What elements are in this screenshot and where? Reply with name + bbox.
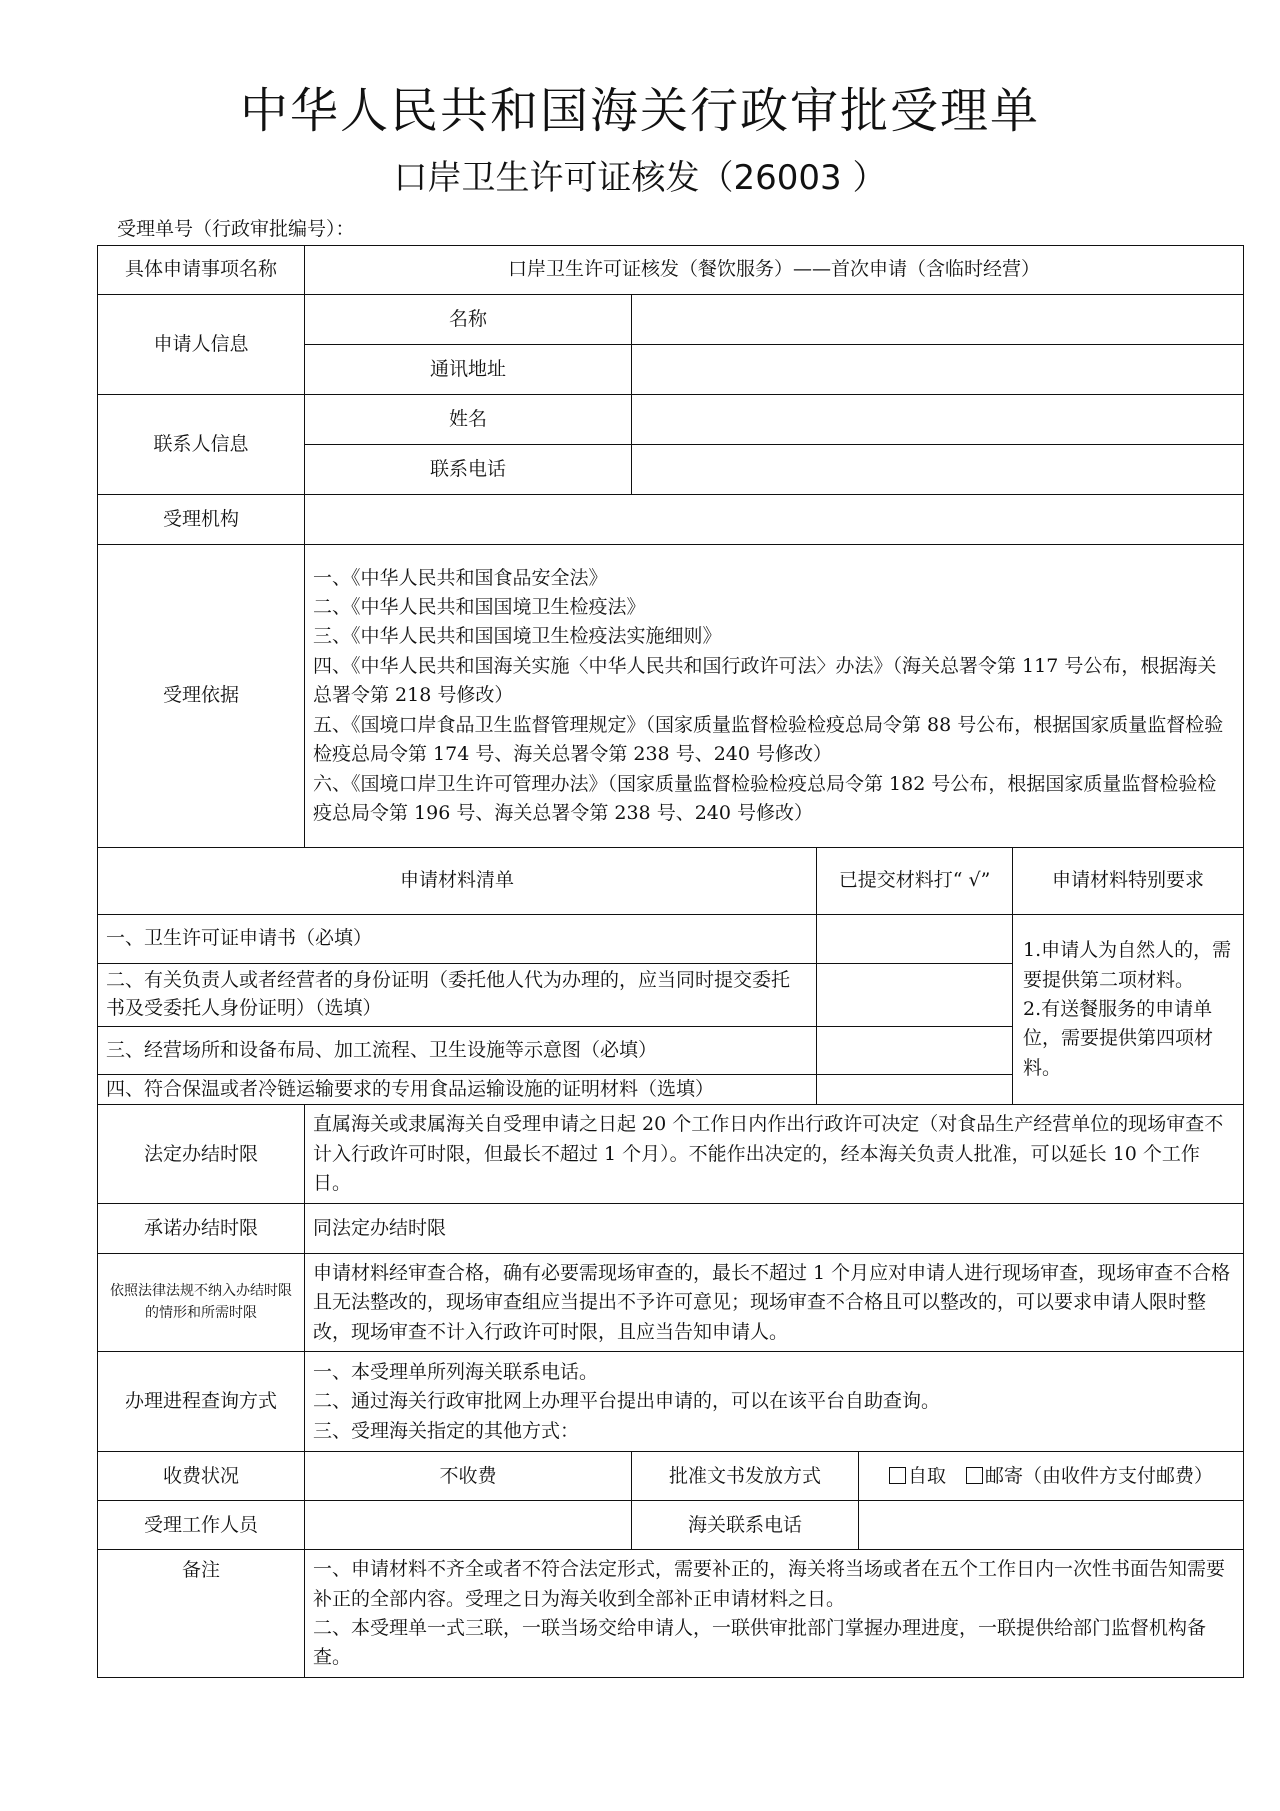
basis-item: 二、《中华人民共和国国境卫生检疫法》 — [313, 595, 646, 618]
legal-deadline-row — [98, 1105, 1244, 1204]
material-row — [98, 915, 1244, 964]
fee-label: 收费状况 — [98, 1452, 305, 1501]
applicant-address-field[interactable] — [632, 345, 1244, 395]
staff-field[interactable] — [305, 1501, 632, 1550]
agency-label: 受理机构 — [98, 495, 305, 545]
excluded-time-row — [98, 1254, 1244, 1352]
delivery-label: 批准文书发放方式 — [632, 1452, 859, 1501]
contact-name-row — [98, 395, 1244, 445]
material-check-cell[interactable] — [817, 1075, 1013, 1105]
applicant-label: 申请人信息 — [98, 295, 305, 395]
progress-query-list — [305, 1352, 1244, 1452]
form-title: 中华人民共和国海关行政审批受理单 — [239, 83, 1040, 139]
delivery-option-self[interactable] — [889, 1462, 946, 1491]
agency-row — [98, 495, 1244, 545]
applicant-name-label: 名称 — [305, 295, 632, 345]
approval-form-table — [97, 245, 1244, 1678]
contact-name-field[interactable] — [632, 395, 1244, 445]
basis-list — [305, 545, 1244, 848]
remarks-row — [98, 1550, 1244, 1678]
applicant-address-label: 通讯地址 — [305, 345, 632, 395]
delivery-option-self-label: 自取 — [908, 1464, 947, 1487]
contact-label: 联系人信息 — [98, 395, 305, 495]
promised-deadline-value: 同法定办结时限 — [305, 1204, 1244, 1254]
excluded-time-value: 申请材料经审查合格，确有必要需现场审查的，最长不超过 1 个月应对申请人进行现场审查，现场审查不合格且无法整改的，现场审查组应当提出不予许可意见；现场审查不合格且可以整改的，可以要求申请人限时整改，现场审查不计入行政许可时限，且应当告知申请人。 — [305, 1254, 1244, 1352]
promised-deadline-label: 承诺办结时限 — [98, 1204, 305, 1254]
remarks-list — [305, 1550, 1244, 1678]
material-check-cell[interactable] — [817, 964, 1013, 1027]
materials-requirements-header: 申请材料特别要求 — [1013, 848, 1244, 915]
material-item: 二、有关负责人或者经营者的身份证明（委托他人代为办理的，应当同时提交委托书及受委托人身份证明）（选填） — [98, 964, 817, 1027]
progress-query-item: 三、受理海关指定的其他方式： — [313, 1419, 580, 1442]
customs-phone-field[interactable] — [859, 1501, 1244, 1550]
materials-list-header: 申请材料清单 — [98, 848, 817, 915]
staff-row — [98, 1501, 1244, 1550]
remarks-label: 备注 — [98, 1550, 305, 1678]
excluded-time-label: 依照法律法规不纳入办结时限的情形和所需时限 — [98, 1254, 305, 1352]
basis-item: 一、《中华人民共和国食品安全法》 — [313, 566, 608, 589]
delivery-options — [859, 1452, 1244, 1501]
agency-field[interactable] — [305, 495, 1244, 545]
promised-deadline-row — [98, 1204, 1244, 1254]
applicant-name-field[interactable] — [632, 295, 1244, 345]
contact-name-label: 姓名 — [305, 395, 632, 445]
basis-item: 四、《中华人民共和国海关实施〈中华人民共和国行政许可法〉办法》（海关总署令第 117 号公布，根据海关总署令第 218 号修改） — [313, 654, 1217, 707]
contact-phone-field[interactable] — [632, 445, 1244, 495]
contact-phone-label: 联系电话 — [305, 445, 632, 495]
basis-row — [98, 545, 1244, 848]
delivery-option-mail[interactable] — [966, 1462, 1213, 1491]
requirement-item: 2.有送餐服务的申请单位，需要提供第四项材料。 — [1023, 998, 1214, 1079]
material-check-cell[interactable] — [817, 1027, 1013, 1075]
remarks-item: 二、本受理单一式三联，一联当场交给申请人，一联供审批部门掌握办理进度，一联提供给部门监督机构备查。 — [313, 1616, 1207, 1669]
checkbox-icon — [889, 1467, 906, 1484]
legal-deadline-label: 法定办结时限 — [98, 1105, 305, 1204]
progress-query-row — [98, 1352, 1244, 1452]
fee-row — [98, 1452, 1244, 1501]
delivery-option-mail-label: 邮寄（由收件方支付邮费） — [985, 1464, 1214, 1487]
progress-query-label: 办理进程查询方式 — [98, 1352, 305, 1452]
materials-header-row — [98, 848, 1244, 915]
progress-query-item: 一、本受理单所列海关联系电话。 — [313, 1360, 599, 1383]
checkbox-icon — [966, 1467, 983, 1484]
legal-deadline-value: 直属海关或隶属海关自受理申请之日起 20 个工作日内作出行政许可决定（对食品生产经营单位的现场审查不计入行政许可时限，但最长不超过 1 个月）。不能作出决定的，经本海关负责人批准，可以延长 10 个工作日。 — [305, 1105, 1244, 1204]
basis-item: 六、《国境口岸卫生许可管理办法》（国家质量监督检验检疫总局令第 182 号公布，根据国家质量监督检验检疫总局令第 196 号、海关总署令第 238 号、240 号修改） — [313, 772, 1217, 825]
remarks-item: 一、申请材料不齐全或者不符合法定形式，需要补正的，海关将当场或者在五个工作日内一次性书面告知需要补正的全部内容。受理之日为海关收到全部补正申请材料之日。 — [313, 1558, 1226, 1610]
item-label: 具体申请事项名称 — [98, 246, 305, 295]
fee-value: 不收费 — [305, 1452, 632, 1501]
form-subtitle: 口岸卫生许可证核发（26003 ） — [393, 158, 887, 198]
material-item: 三、经营场所和设备布局、加工流程、卫生设施等示意图（必填） — [98, 1027, 817, 1075]
customs-phone-label: 海关联系电话 — [632, 1501, 859, 1550]
progress-query-item: 二、通过海关行政审批网上办理平台提出申请的，可以在该平台自助查询。 — [313, 1390, 941, 1413]
materials-requirements — [1013, 915, 1244, 1105]
basis-item: 三、《中华人民共和国国境卫生检疫法实施细则》 — [313, 625, 722, 648]
item-row — [98, 246, 1244, 295]
staff-label: 受理工作人员 — [98, 1501, 305, 1550]
material-check-cell[interactable] — [817, 915, 1013, 964]
basis-item: 五、《国境口岸食品卫生监督管理规定》（国家质量监督检验检疫总局令第 88 号公布，根据国家质量监督检验检疫总局令第 174 号、海关总署令第 238 号、240 号修改） — [313, 713, 1224, 766]
applicant-name-row — [98, 295, 1244, 345]
basis-label: 受理依据 — [98, 545, 305, 848]
material-item: 四、符合保温或者冷链运输要求的专用食品运输设施的证明材料（选填） — [98, 1075, 817, 1105]
material-item: 一、卫生许可证申请书（必填） — [98, 915, 817, 964]
materials-submitted-header: 已提交材料打“ √” — [817, 848, 1013, 915]
serial-number-label: 受理单号（行政审批编号）： — [117, 218, 355, 240]
item-value: 口岸卫生许可证核发（餐饮服务）——首次申请（含临时经营） — [305, 246, 1244, 295]
requirement-item: 1.申请人为自然人的，需要提供第二项材料。 — [1023, 939, 1232, 991]
